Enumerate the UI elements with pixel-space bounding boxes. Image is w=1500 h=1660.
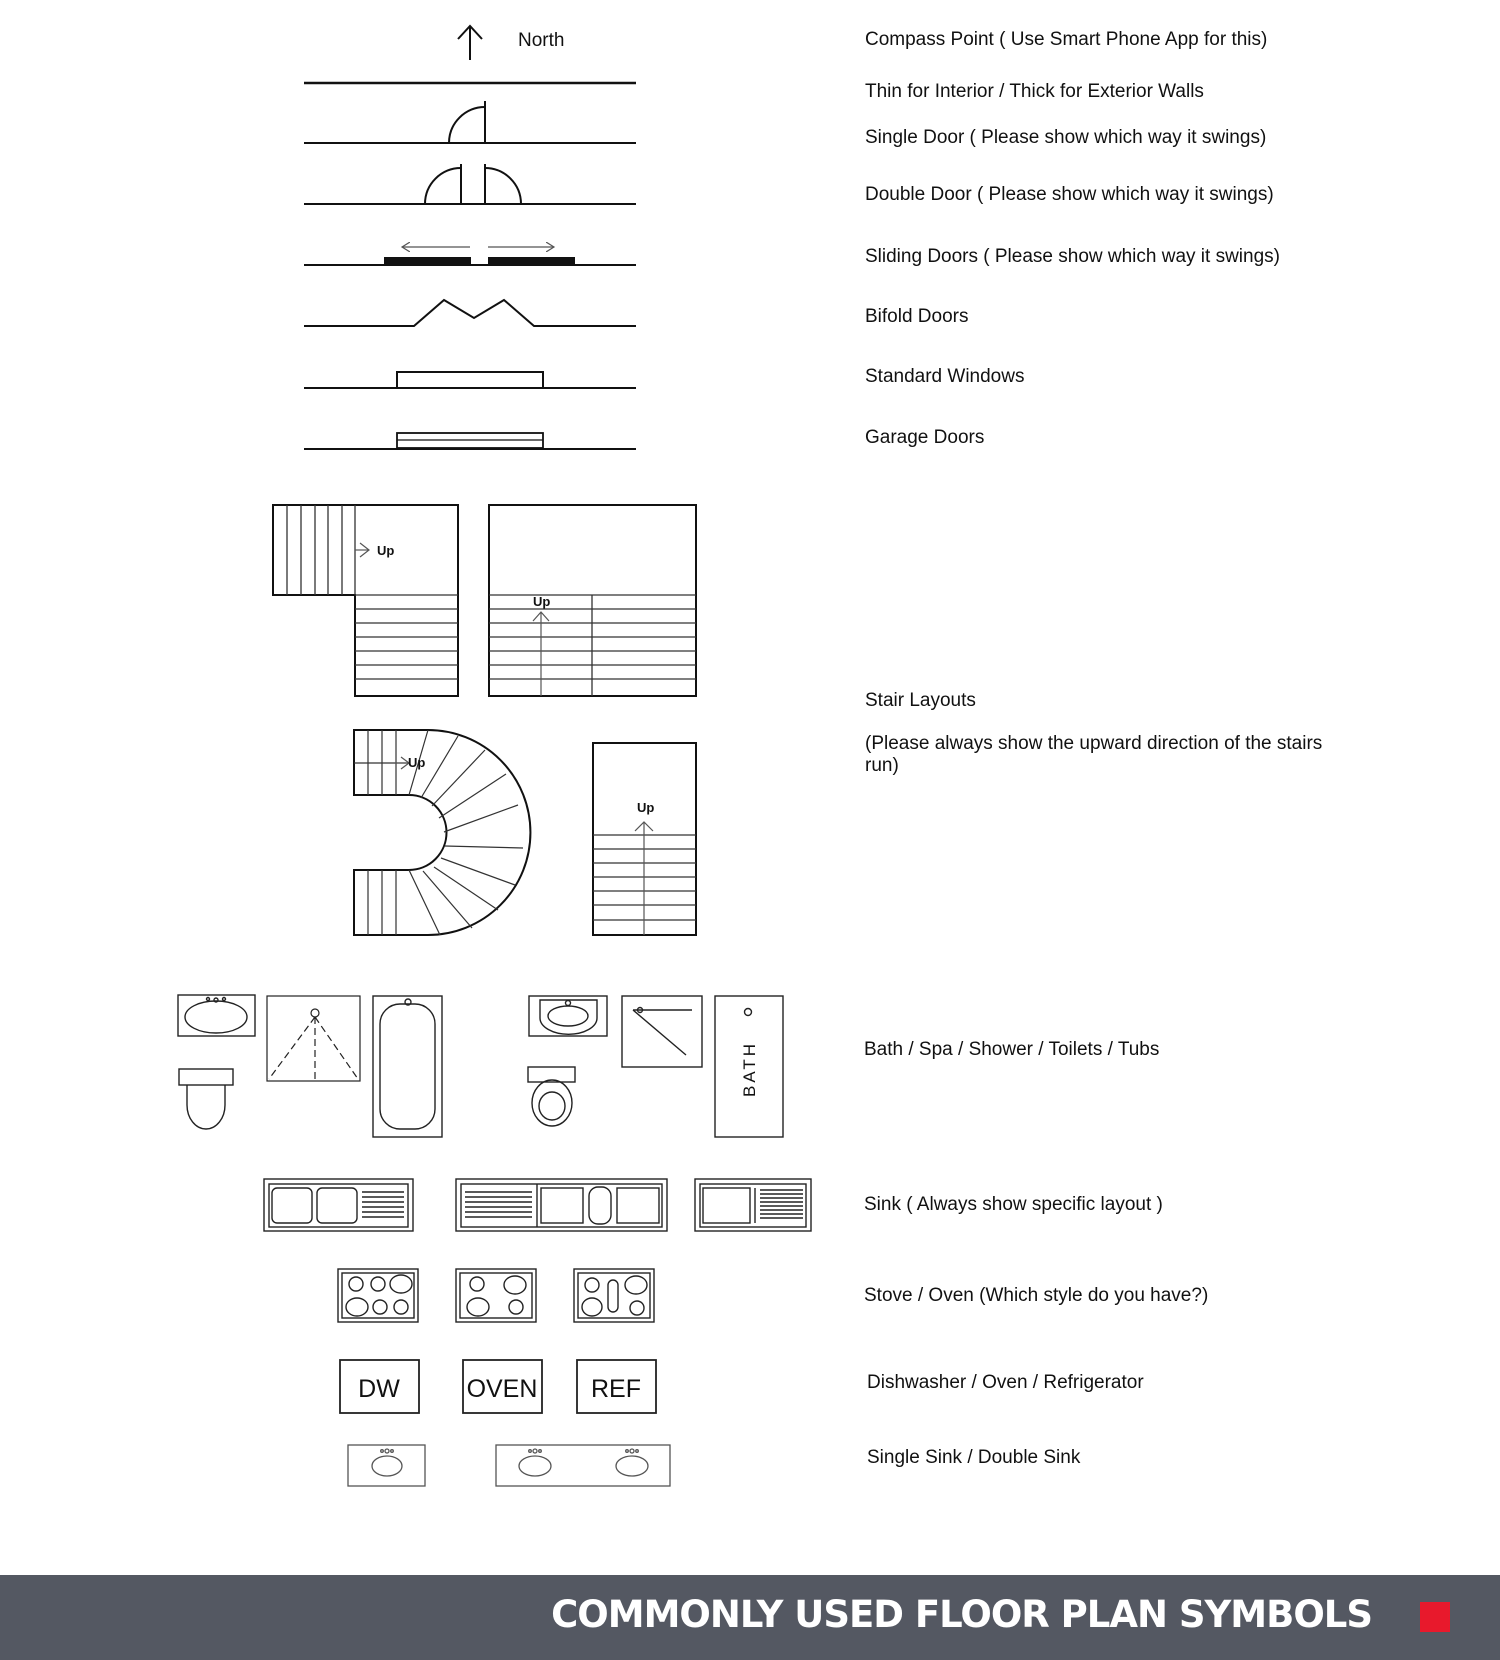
shower-symbol	[267, 996, 360, 1081]
legend-double-door: Double Door ( Please show which way it swings)	[865, 184, 1274, 205]
legend-vanity: Single Sink / Double Sink	[867, 1447, 1081, 1468]
bath-fixtures-symbols	[178, 995, 783, 1137]
bathtub-symbol	[373, 996, 442, 1137]
legend-sink: Sink ( Always show specific layout )	[864, 1194, 1163, 1215]
sliding-doors-symbol	[304, 247, 636, 265]
refrigerator-label: REF	[591, 1375, 641, 1403]
toilet-round-symbol	[528, 1067, 575, 1126]
legend-stair-note: (Please always show the upward direction of the stairs run)	[865, 733, 1323, 776]
legend-bath: Bath / Spa / Shower / Toilets / Tubs	[864, 1039, 1160, 1060]
compass-symbol	[458, 26, 482, 60]
single-sink-vanity	[348, 1445, 425, 1486]
stair-l-shaped-symbol	[273, 505, 458, 696]
standard-window-symbol	[304, 372, 636, 388]
legend-appliances: Dishwasher / Oven / Refrigerator	[867, 1372, 1144, 1393]
legend-stove: Stove / Oven (Which style do you have?)	[864, 1285, 1209, 1306]
bath-tub-label: BATH	[740, 1040, 759, 1097]
stair-landing-up-label: Up	[533, 594, 551, 609]
stair-straight-up-label: Up	[637, 800, 655, 815]
legend-walls: Thin for Interior / Thick for Exterior Walls	[865, 81, 1204, 102]
stove-symbols	[338, 1269, 654, 1322]
stair-straight-symbol	[593, 743, 696, 935]
single-door-symbol	[304, 101, 636, 143]
corner-shower-symbol	[622, 996, 702, 1067]
garage-door-symbol	[304, 433, 636, 449]
stove-with-griddle	[574, 1269, 654, 1322]
stair-l-up-label: Up	[377, 543, 395, 558]
double-sink-drainer-right	[264, 1179, 413, 1231]
legend-bifold-doors: Bifold Doors	[865, 306, 969, 327]
vanity-symbols	[348, 1445, 670, 1486]
stair-landing-symbol	[489, 505, 696, 696]
compass-north-label: North	[518, 30, 565, 51]
legend-sliding-doors: Sliding Doors ( Please show which way it swings)	[865, 246, 1280, 267]
double-sink-vanity	[496, 1445, 670, 1486]
legend-standard-windows: Standard Windows	[865, 366, 1025, 387]
oven-label: OVEN	[466, 1375, 538, 1403]
footer-title: COMMONLY USED FLOOR PLAN SYMBOLS	[551, 1593, 1372, 1636]
dishwasher-label: DW	[358, 1375, 400, 1403]
legend-compass: Compass Point ( Use Smart Phone App for this)	[865, 29, 1268, 50]
sink-symbols	[264, 1179, 811, 1231]
wall-basin-symbol	[529, 996, 607, 1036]
legend-garage-doors: Garage Doors	[865, 427, 985, 448]
stove-five-burner	[338, 1269, 418, 1322]
stove-four-burner	[456, 1269, 536, 1322]
footer-accent-square	[1420, 1602, 1450, 1632]
bifold-doors-symbol	[304, 300, 636, 326]
footer-banner	[0, 1575, 1500, 1660]
double-door-symbol	[304, 164, 636, 204]
stair-u-shaped-symbol	[354, 730, 530, 935]
sink-drainer-right-single	[695, 1179, 811, 1231]
toilet-symbol	[179, 1069, 233, 1129]
sink-drainer-left-with-prep	[456, 1179, 667, 1231]
basin-oval-symbol	[178, 995, 255, 1036]
legend-single-door: Single Door ( Please show which way it swings)	[865, 127, 1267, 148]
legend-stair-layouts: Stair Layouts	[865, 690, 976, 711]
stair-u-up-label: Up	[408, 755, 426, 770]
